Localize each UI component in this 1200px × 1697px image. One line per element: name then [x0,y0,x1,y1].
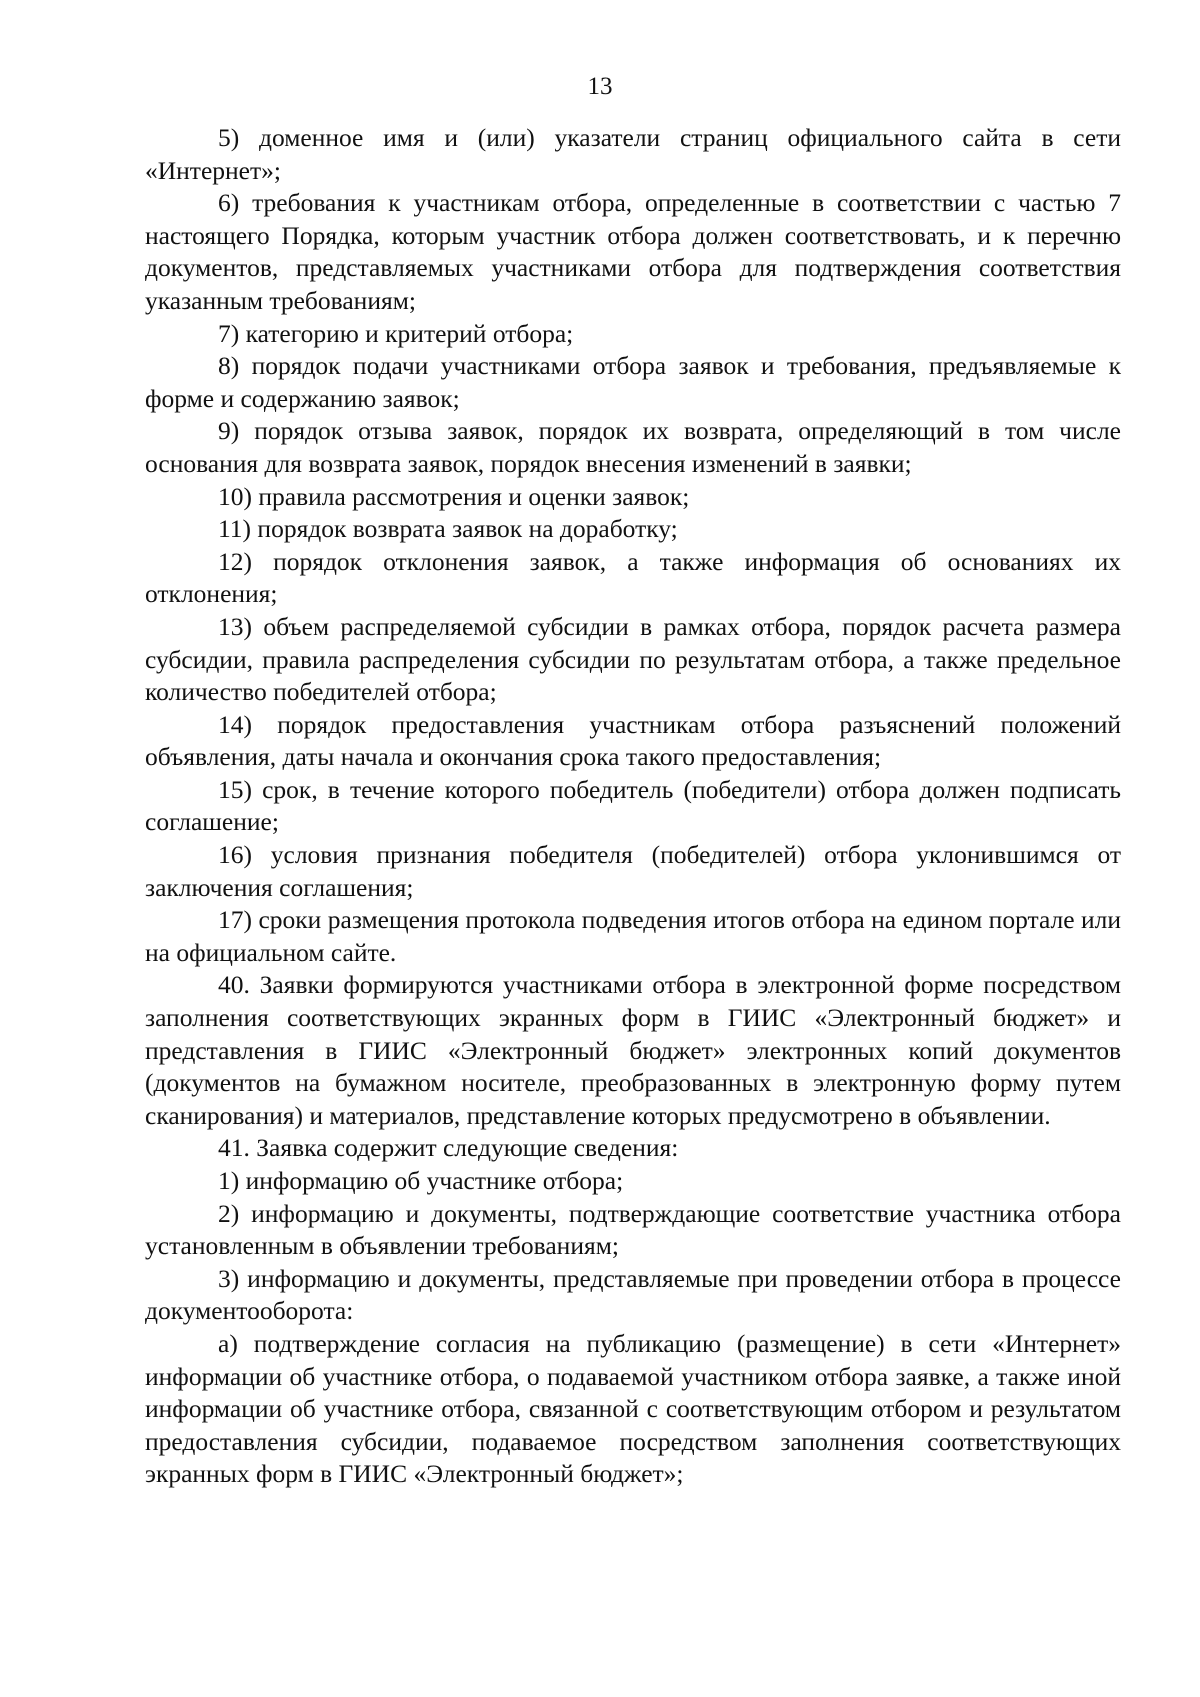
paragraph-item-10: 10) правила рассмотрения и оценки заявок; [218,481,690,511]
paragraph-item-15: 15) срок, в течение которого победитель (победители) отбора должен подписать соглашение; [145,774,1121,837]
paragraph-subitem-a: а) подтверждение согласия на публикацию (размещение) в сети «Интернет» информации об участнике отбора, о подаваемой участником отбора заявке, а также иной информации об участнике отбора, связанной с соответствующим отбором и результатом предоставления субсидии, подаваемое посредством заполнения соответствующих экранных форм в ГИИС «Электронный бюджет»; [145,1328,1121,1489]
paragraph-subitem-2: 2) информацию и документы, подтверждающие соответствие участника отбора установленным в объявлении требованиям; [145,1198,1121,1261]
page-number: 13 [587,73,613,100]
paragraph-subitem-3: 3) информацию и документы, представляемые при проведении отбора в процессе документооборота: [145,1263,1121,1326]
paragraph-item-13: 13) объем распределяемой субсидии в рамках отбора, порядок расчета размера субсидии, правила распределения субсидии по результатам отбора, а также предельное количество победителей отбора; [145,611,1121,707]
paragraph-item-12: 12) порядок отклонения заявок, а также информация об основаниях их отклонения; [145,546,1121,609]
paragraph-item-14: 14) порядок предоставления участникам отбора разъяснений положений объявления, даты начала и окончания срока такого предоставления; [145,709,1121,772]
paragraph-item-9: 9) порядок отзыва заявок, порядок их возврата, определяющий в том числе основания для возврата заявок, порядок внесения изменений в заявки; [145,416,1121,478]
paragraph-item-6: 6) требования к участникам отбора, определенные в соответствии с частью 7 настоящего Порядка, которым участник отбора должен соответствовать, и к перечню документов, представляемых участниками отбора для подтверждения соответствия указанным требованиям; [145,188,1121,315]
paragraph-item-8: 8) порядок подачи участниками отбора заявок и требования, предъявляемые к форме и содержанию заявок; [145,351,1121,413]
paragraph-item-7: 7) категорию и критерий отбора; [218,318,574,348]
paragraph-item-11: 11) порядок возврата заявок на доработку; [218,514,678,544]
paragraph-item-16: 16) условия признания победителя (победителей) отбора уклонившимся от заключения соглашения; [145,840,1121,902]
paragraph-item-17: 17) сроки размещения протокола подведения итогов отбора на едином портале или на официальном сайте. [145,905,1121,967]
document-body [145,122,1121,1491]
paragraph-clause-40: 40. Заявки формируются участниками отбора в электронной форме посредством заполнения соответствующих экранных форм в ГИИС «Электронный бюджет» и представления в ГИИС «Электронный бюджет» электронных копий документов (документов на бумажном носителе, преобразованных в электронную форму путем сканирования) и материалов, представление которых предусмотрено в объявлении. [145,970,1121,1130]
paragraph-subitem-1: 1) информацию об участнике отбора; [218,1166,624,1195]
paragraph-clause-41: 41. Заявка содержит следующие сведения: [218,1133,679,1163]
paragraph-item-5: 5) доменное имя и (или) указатели страниц официального сайта в сети «Интернет»; [145,123,1121,185]
